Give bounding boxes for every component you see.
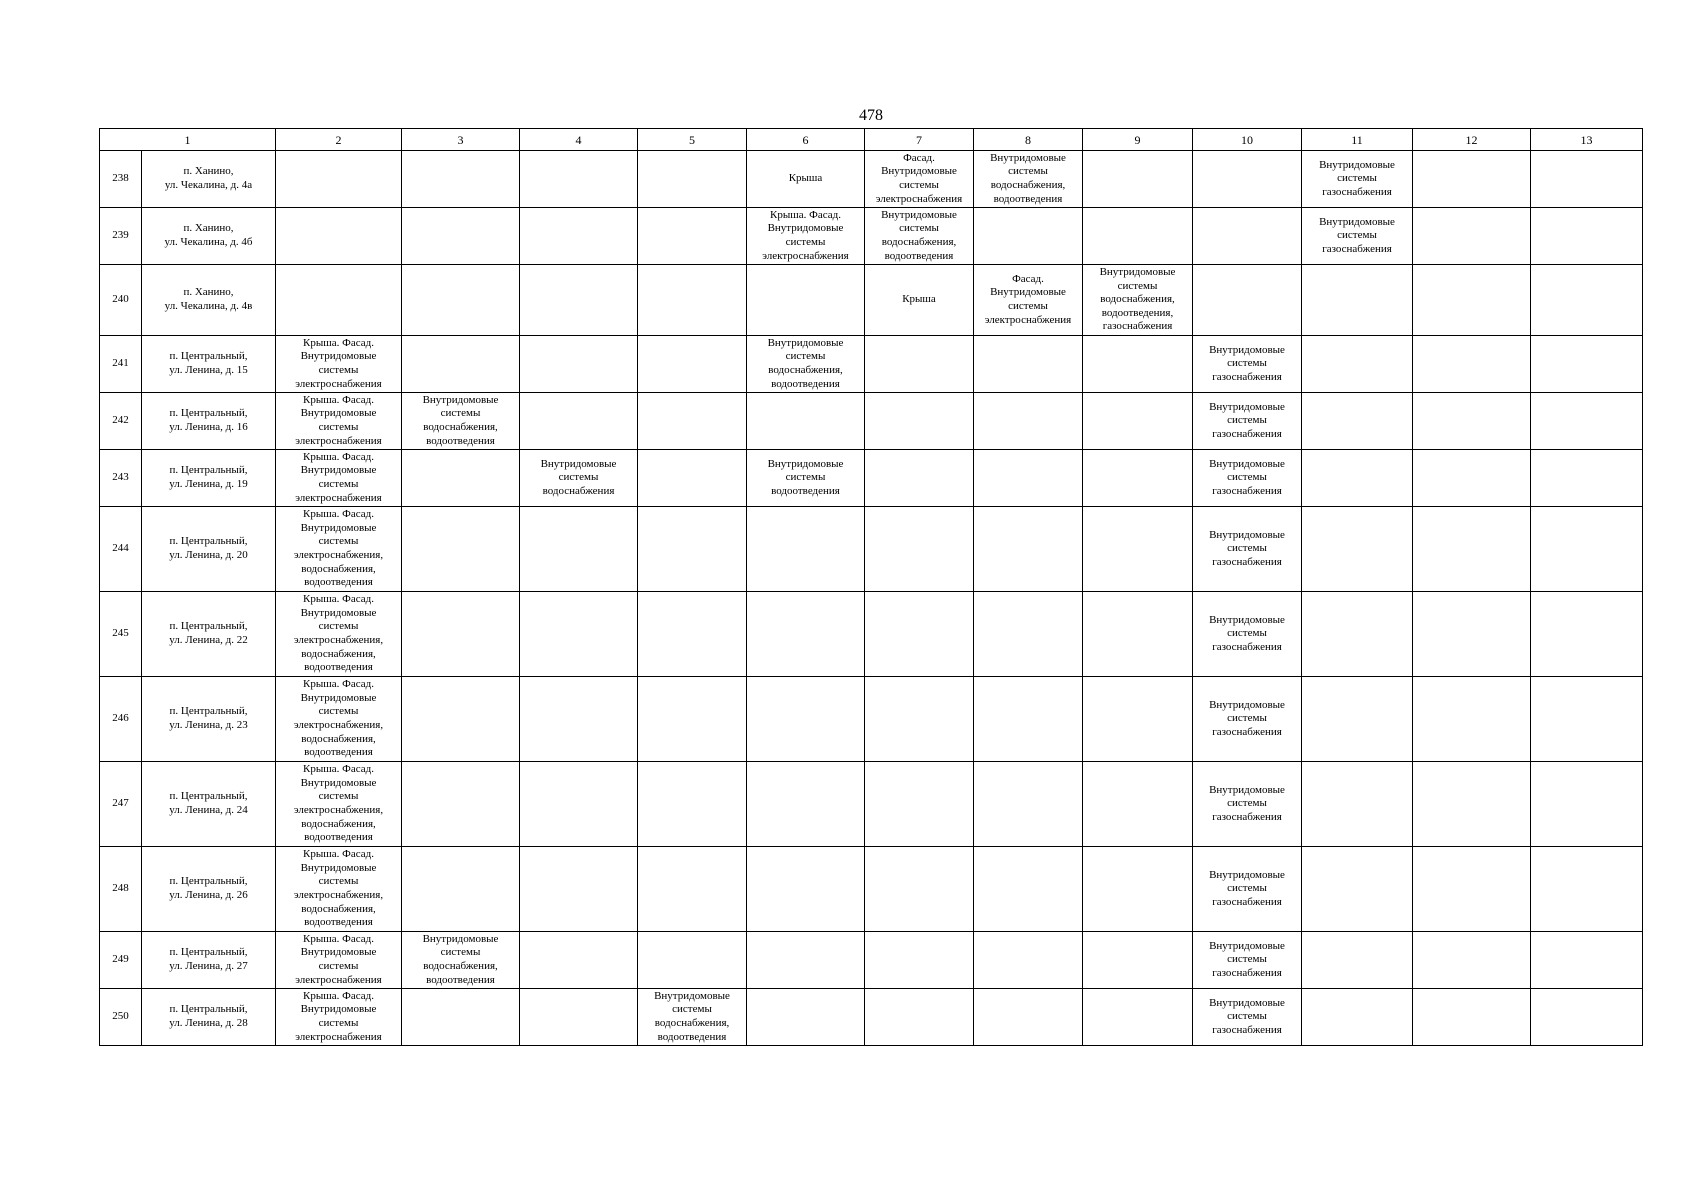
work-type-cell: Внутридомовые системы газоснабжения — [1302, 208, 1413, 265]
address-cell: п. Центральный, ул. Ленина, д. 16 — [142, 393, 276, 450]
work-type-cell — [1413, 677, 1531, 762]
work-type-cell — [1531, 450, 1643, 507]
work-type-cell — [520, 208, 638, 265]
work-type-cell — [974, 450, 1083, 507]
column-number-cell: 6 — [747, 129, 865, 151]
work-type-cell — [974, 847, 1083, 932]
address-cell: п. Центральный, ул. Ленина, д. 28 — [142, 989, 276, 1046]
work-type-cell — [276, 151, 402, 208]
work-type-cell — [638, 265, 747, 336]
work-type-cell — [402, 677, 520, 762]
work-type-cell — [1302, 265, 1413, 336]
work-type-cell — [1193, 208, 1302, 265]
work-type-cell — [1083, 393, 1193, 450]
work-type-cell — [1531, 932, 1643, 989]
work-type-cell — [638, 393, 747, 450]
work-type-cell — [747, 507, 865, 592]
work-type-cell: Внутридомовые системы водоснабжения, водоотведения — [974, 151, 1083, 208]
row-number-cell: 240 — [100, 265, 142, 336]
column-number-cell: 4 — [520, 129, 638, 151]
row-number-cell: 243 — [100, 450, 142, 507]
work-type-cell — [1083, 208, 1193, 265]
repair-schedule-table — [99, 128, 1643, 1046]
work-type-cell — [747, 265, 865, 336]
work-type-cell — [402, 151, 520, 208]
work-type-cell — [865, 932, 974, 989]
work-type-cell — [1413, 847, 1531, 932]
work-type-cell — [1531, 336, 1643, 393]
address-cell: п. Центральный, ул. Ленина, д. 26 — [142, 847, 276, 932]
work-type-cell — [1413, 336, 1531, 393]
work-type-cell — [520, 847, 638, 932]
work-type-cell — [1413, 393, 1531, 450]
row-number-cell: 242 — [100, 393, 142, 450]
address-cell: п. Центральный, ул. Ленина, д. 20 — [142, 507, 276, 592]
work-type-cell: Крыша. Фасад. Внутридомовые системы электроснабжения — [276, 393, 402, 450]
work-type-cell — [1302, 592, 1413, 677]
work-type-cell — [1083, 450, 1193, 507]
work-type-cell — [865, 393, 974, 450]
table-row — [100, 265, 1643, 336]
work-type-cell — [638, 677, 747, 762]
table-row — [100, 677, 1643, 762]
row-number-cell: 241 — [100, 336, 142, 393]
work-type-cell — [402, 847, 520, 932]
column-number-cell: 12 — [1413, 129, 1531, 151]
work-type-cell — [1413, 932, 1531, 989]
column-number-cell: 5 — [638, 129, 747, 151]
work-type-cell — [520, 507, 638, 592]
table-row — [100, 336, 1643, 393]
work-type-cell — [1083, 151, 1193, 208]
row-number-cell: 244 — [100, 507, 142, 592]
work-type-cell: Внутридомовые системы водоснабжения, водоотведения — [402, 932, 520, 989]
column-number-cell: 10 — [1193, 129, 1302, 151]
work-type-cell: Крыша. Фасад. Внутридомовые системы электроснабжения — [276, 336, 402, 393]
work-type-cell — [1531, 507, 1643, 592]
work-type-cell — [1413, 265, 1531, 336]
work-type-cell — [520, 677, 638, 762]
column-number-cell: 9 — [1083, 129, 1193, 151]
work-type-cell — [747, 592, 865, 677]
row-number-cell: 247 — [100, 762, 142, 847]
work-type-cell: Крыша. Фасад. Внутридомовые системы электроснабжения, водоснабжения, водоотведения — [276, 592, 402, 677]
table-row — [100, 393, 1643, 450]
work-type-cell — [638, 762, 747, 847]
work-type-cell — [1531, 208, 1643, 265]
table-row — [100, 450, 1643, 507]
work-type-cell — [747, 932, 865, 989]
work-type-cell — [1531, 393, 1643, 450]
work-type-cell — [1531, 265, 1643, 336]
work-type-cell — [974, 677, 1083, 762]
work-type-cell — [1413, 507, 1531, 592]
work-type-cell: Внутридомовые системы газоснабжения — [1193, 762, 1302, 847]
work-type-cell — [865, 507, 974, 592]
work-type-cell — [402, 208, 520, 265]
work-type-cell — [520, 265, 638, 336]
row-number-cell: 238 — [100, 151, 142, 208]
address-cell: п. Центральный, ул. Ленина, д. 24 — [142, 762, 276, 847]
work-type-cell: Внутридомовые системы водоснабжения, водоотведения, газоснабжения — [1083, 265, 1193, 336]
work-type-cell — [1531, 989, 1643, 1046]
work-type-cell — [638, 592, 747, 677]
work-type-cell — [520, 151, 638, 208]
work-type-cell: Крыша. Фасад. Внутридомовые системы электроснабжения — [276, 989, 402, 1046]
work-type-cell — [1413, 450, 1531, 507]
page-number: 478 — [859, 107, 883, 124]
work-type-cell — [1413, 151, 1531, 208]
column-number-cell: 3 — [402, 129, 520, 151]
table-row — [100, 847, 1643, 932]
work-type-cell — [974, 208, 1083, 265]
work-type-cell: Крыша. Фасад. Внутридомовые системы электроснабжения — [747, 208, 865, 265]
table-row — [100, 592, 1643, 677]
row-number-cell: 245 — [100, 592, 142, 677]
work-type-cell — [1302, 336, 1413, 393]
work-type-cell — [1531, 151, 1643, 208]
column-number-cell: 7 — [865, 129, 974, 151]
work-type-cell — [638, 450, 747, 507]
table-row — [100, 208, 1643, 265]
work-type-cell — [1413, 208, 1531, 265]
work-type-cell — [1083, 989, 1193, 1046]
work-type-cell: Внутридомовые системы газоснабжения — [1193, 336, 1302, 393]
column-number-cell: 1 — [100, 129, 276, 151]
work-type-cell — [1302, 507, 1413, 592]
work-type-cell — [520, 989, 638, 1046]
address-cell: п. Ханино, ул. Чекалина, д. 4б — [142, 208, 276, 265]
table-row — [100, 507, 1643, 592]
work-type-cell — [1531, 677, 1643, 762]
work-type-cell: Внутридомовые системы газоснабжения — [1193, 989, 1302, 1046]
work-type-cell: Внутридомовые системы водоснабжения, водоотведения — [865, 208, 974, 265]
work-type-cell — [974, 336, 1083, 393]
address-cell: п. Ханино, ул. Чекалина, д. 4в — [142, 265, 276, 336]
work-type-cell — [402, 989, 520, 1046]
work-type-cell — [402, 507, 520, 592]
row-number-cell: 249 — [100, 932, 142, 989]
table-row — [100, 932, 1643, 989]
work-type-cell — [974, 592, 1083, 677]
address-cell: п. Центральный, ул. Ленина, д. 15 — [142, 336, 276, 393]
work-type-cell — [520, 592, 638, 677]
work-type-cell — [1302, 762, 1413, 847]
work-type-cell — [638, 208, 747, 265]
work-type-cell: Внутридомовые системы водоснабжения, водоотведения — [747, 336, 865, 393]
address-cell: п. Ханино, ул. Чекалина, д. 4а — [142, 151, 276, 208]
row-number-cell: 250 — [100, 989, 142, 1046]
work-type-cell: Внутридомовые системы газоснабжения — [1193, 393, 1302, 450]
work-type-cell — [276, 265, 402, 336]
work-type-cell — [1083, 762, 1193, 847]
work-type-cell — [1413, 762, 1531, 847]
work-type-cell — [1083, 677, 1193, 762]
work-type-cell — [747, 847, 865, 932]
work-type-cell: Крыша. Фасад. Внутридомовые системы электроснабжения, водоснабжения, водоотведения — [276, 847, 402, 932]
work-type-cell: Фасад. Внутридомовые системы электроснабжения — [865, 151, 974, 208]
row-number-cell: 239 — [100, 208, 142, 265]
work-type-cell — [1302, 450, 1413, 507]
work-type-cell — [1413, 592, 1531, 677]
work-type-cell: Внутридомовые системы газоснабжения — [1193, 932, 1302, 989]
work-type-cell — [974, 762, 1083, 847]
work-type-cell — [865, 677, 974, 762]
work-type-cell: Внутридомовые системы водоснабжения — [520, 450, 638, 507]
work-type-cell — [1193, 151, 1302, 208]
address-cell: п. Центральный, ул. Ленина, д. 22 — [142, 592, 276, 677]
work-type-cell: Внутридомовые системы газоснабжения — [1193, 450, 1302, 507]
work-type-cell: Внутридомовые системы водоснабжения, водоотведения — [638, 989, 747, 1046]
work-type-cell: Крыша. Фасад. Внутридомовые системы электроснабжения, водоснабжения, водоотведения — [276, 507, 402, 592]
work-type-cell — [1193, 265, 1302, 336]
work-type-cell — [865, 336, 974, 393]
work-type-cell — [1083, 336, 1193, 393]
table-body — [100, 129, 1643, 1046]
work-type-cell — [974, 989, 1083, 1046]
column-number-cell: 8 — [974, 129, 1083, 151]
work-type-cell — [402, 592, 520, 677]
column-number-cell: 13 — [1531, 129, 1643, 151]
work-type-cell — [520, 932, 638, 989]
column-number-cell: 2 — [276, 129, 402, 151]
row-number-cell: 246 — [100, 677, 142, 762]
work-type-cell — [1531, 762, 1643, 847]
work-type-cell — [1413, 989, 1531, 1046]
address-cell: п. Центральный, ул. Ленина, д. 23 — [142, 677, 276, 762]
work-type-cell — [402, 336, 520, 393]
work-type-cell — [638, 847, 747, 932]
row-number-cell: 248 — [100, 847, 142, 932]
work-type-cell — [402, 450, 520, 507]
work-type-cell — [865, 762, 974, 847]
work-type-cell — [1531, 592, 1643, 677]
address-cell: п. Центральный, ул. Ленина, д. 19 — [142, 450, 276, 507]
column-number-row — [100, 129, 1643, 151]
work-type-cell: Внутридомовые системы газоснабжения — [1193, 847, 1302, 932]
work-type-cell: Фасад. Внутридомовые системы электроснабжения — [974, 265, 1083, 336]
address-cell: п. Центральный, ул. Ленина, д. 27 — [142, 932, 276, 989]
work-type-cell — [520, 762, 638, 847]
work-type-cell — [865, 592, 974, 677]
work-type-cell — [1083, 592, 1193, 677]
work-type-cell: Внутридомовые системы газоснабжения — [1193, 507, 1302, 592]
work-type-cell: Крыша. Фасад. Внутридомовые системы электроснабжения — [276, 450, 402, 507]
work-type-cell — [520, 393, 638, 450]
work-type-cell: Внутридомовые системы газоснабжения — [1302, 151, 1413, 208]
work-type-cell: Крыша — [865, 265, 974, 336]
work-type-cell: Внутридомовые системы газоснабжения — [1193, 592, 1302, 677]
work-type-cell — [638, 151, 747, 208]
work-type-cell — [638, 336, 747, 393]
table-row — [100, 762, 1643, 847]
work-type-cell — [747, 989, 865, 1046]
work-type-cell — [402, 762, 520, 847]
work-type-cell — [1531, 847, 1643, 932]
work-type-cell: Внутридомовые системы газоснабжения — [1193, 677, 1302, 762]
work-type-cell: Крыша — [747, 151, 865, 208]
work-type-cell — [865, 450, 974, 507]
work-type-cell — [974, 393, 1083, 450]
work-type-cell: Крыша. Фасад. Внутридомовые системы электроснабжения — [276, 932, 402, 989]
work-type-cell — [520, 336, 638, 393]
table-row — [100, 989, 1643, 1046]
work-type-cell — [402, 265, 520, 336]
work-type-cell — [638, 507, 747, 592]
work-type-cell — [1302, 393, 1413, 450]
work-type-cell: Внутридомовые системы водоотведения — [747, 450, 865, 507]
work-type-cell — [865, 989, 974, 1046]
work-type-cell — [1302, 847, 1413, 932]
work-type-cell — [1302, 677, 1413, 762]
work-type-cell — [747, 762, 865, 847]
work-type-cell — [276, 208, 402, 265]
work-type-cell — [1083, 932, 1193, 989]
work-type-cell — [638, 932, 747, 989]
work-type-cell: Внутридомовые системы водоснабжения, водоотведения — [402, 393, 520, 450]
work-type-cell: Крыша. Фасад. Внутридомовые системы электроснабжения, водоснабжения, водоотведения — [276, 762, 402, 847]
column-number-cell: 11 — [1302, 129, 1413, 151]
work-type-cell — [1083, 847, 1193, 932]
work-type-cell — [1302, 989, 1413, 1046]
work-type-cell — [1083, 507, 1193, 592]
table-row — [100, 151, 1643, 208]
work-type-cell — [974, 507, 1083, 592]
work-type-cell — [1302, 932, 1413, 989]
work-type-cell: Крыша. Фасад. Внутридомовые системы электроснабжения, водоснабжения, водоотведения — [276, 677, 402, 762]
work-type-cell — [974, 932, 1083, 989]
work-type-cell — [747, 393, 865, 450]
work-type-cell — [865, 847, 974, 932]
work-type-cell — [747, 677, 865, 762]
